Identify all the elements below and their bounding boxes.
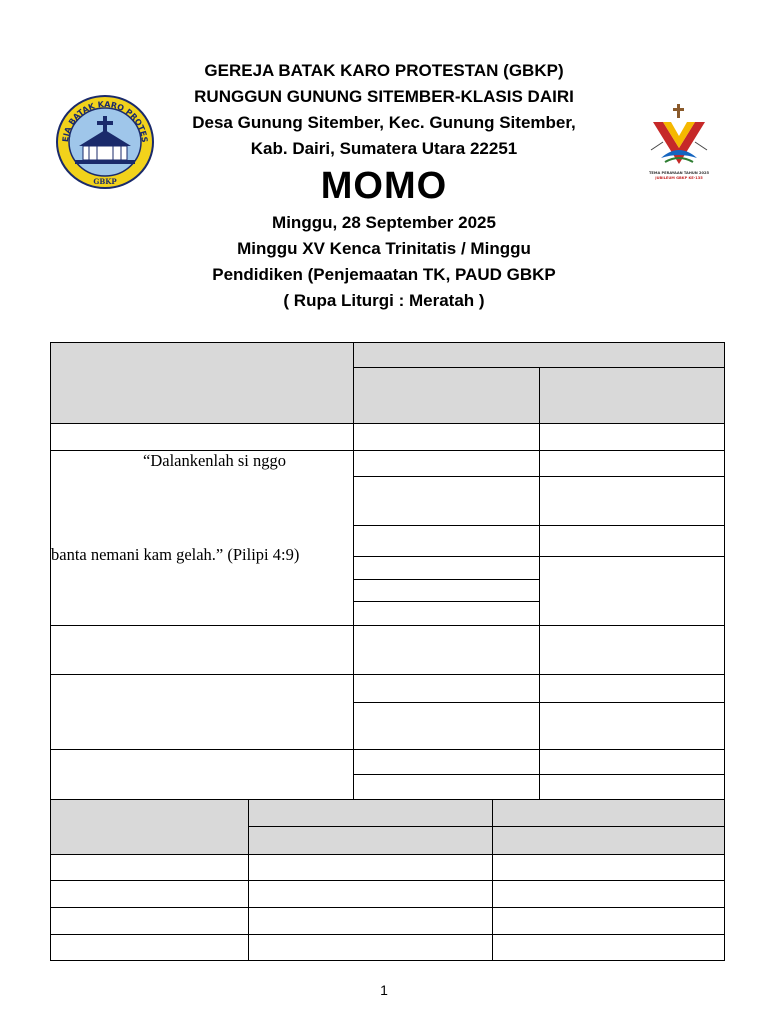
liturgy-type: ( Rupa Liturgi : Meratah ) xyxy=(283,291,485,310)
church-name: GEREJA BATAK KARO PROTESTAN (GBKP) xyxy=(204,61,564,80)
table-cell xyxy=(50,674,354,750)
table-cell xyxy=(248,880,493,908)
congregation-name: RUNGGUN GUNUNG SITEMBER-KLASIS DAIRI xyxy=(194,87,574,106)
table-cell xyxy=(50,880,249,908)
gbkp-seal-logo xyxy=(55,94,155,190)
occasion-line-2: Pendidiken (Penjemaatan TK, PAUD GBKP xyxy=(212,265,556,284)
table-cell xyxy=(492,934,725,961)
table-header-right-a xyxy=(353,367,540,424)
jubilee-logo xyxy=(643,102,715,184)
table-cell xyxy=(539,774,725,800)
table-cell xyxy=(50,907,249,935)
svg-text:TEMA PERAYAAN TAHUN 2025: TEMA PERAYAAN TAHUN 2025 xyxy=(648,171,710,175)
table-cell xyxy=(353,450,540,477)
table-cell xyxy=(353,579,540,602)
table-cell xyxy=(492,907,725,935)
table-cell xyxy=(353,749,540,775)
table-header-mid-bottom xyxy=(248,826,493,855)
table-cell xyxy=(248,934,493,961)
table-cell xyxy=(539,423,725,451)
table-cell xyxy=(353,525,540,557)
verse-line-2: banta nemani kam gelah.” (Pilipi 4:9) xyxy=(51,545,300,564)
table-cell xyxy=(539,476,725,526)
table-cell xyxy=(50,625,354,675)
table-cell xyxy=(248,854,493,881)
verse-cell xyxy=(50,450,354,626)
occasion-line-1: Minggu XV Kenca Trinitatis / Minggu xyxy=(237,239,531,258)
table-cell xyxy=(353,476,540,526)
table-cell xyxy=(50,934,249,961)
table-cell xyxy=(539,749,725,775)
table-cell xyxy=(353,674,540,703)
address-line-1: Desa Gunung Sitember, Kec. Gunung Sitember, xyxy=(192,113,576,132)
table-cell xyxy=(353,423,540,451)
table-cell xyxy=(539,525,725,557)
table-cell xyxy=(353,556,540,580)
table-header-left xyxy=(50,342,354,424)
table-cell xyxy=(539,556,725,626)
table-cell xyxy=(539,625,725,675)
table-cell xyxy=(492,854,725,881)
table-cell xyxy=(353,625,540,675)
table-header-right-top xyxy=(492,799,725,827)
table-cell xyxy=(492,880,725,908)
table-cell xyxy=(248,907,493,935)
table-header-right-top xyxy=(353,342,725,368)
table-cell xyxy=(539,702,725,750)
table-cell xyxy=(50,749,354,800)
table-cell xyxy=(539,674,725,703)
table-header-left xyxy=(50,799,249,855)
table-header-right-b xyxy=(539,367,725,424)
table-cell xyxy=(353,702,540,750)
table-cell xyxy=(50,423,354,451)
verse-line-1: “Dalankenlah si nggo xyxy=(143,451,286,470)
address-line-2: Kab. Dairi, Sumatera Utara 22251 xyxy=(250,139,518,158)
table-cell xyxy=(353,774,540,800)
table-cell xyxy=(353,601,540,626)
table-cell xyxy=(50,854,249,881)
svg-text:GBKP: GBKP xyxy=(93,177,117,186)
table-header-mid-top xyxy=(248,799,493,827)
svg-text:JUBILEUM GBKP KE-135: JUBILEUM GBKP KE-135 xyxy=(655,176,703,180)
table-header-right-bottom xyxy=(492,826,725,855)
service-date: Minggu, 28 September 2025 xyxy=(272,213,496,232)
svg-text:GEREJA BATAK KARO PROTESTAN: EJA BATAK KARO PROTES xyxy=(60,99,150,143)
page-number: 1 xyxy=(380,982,388,998)
table-cell xyxy=(539,450,725,477)
document-title: MOMO xyxy=(320,165,448,207)
